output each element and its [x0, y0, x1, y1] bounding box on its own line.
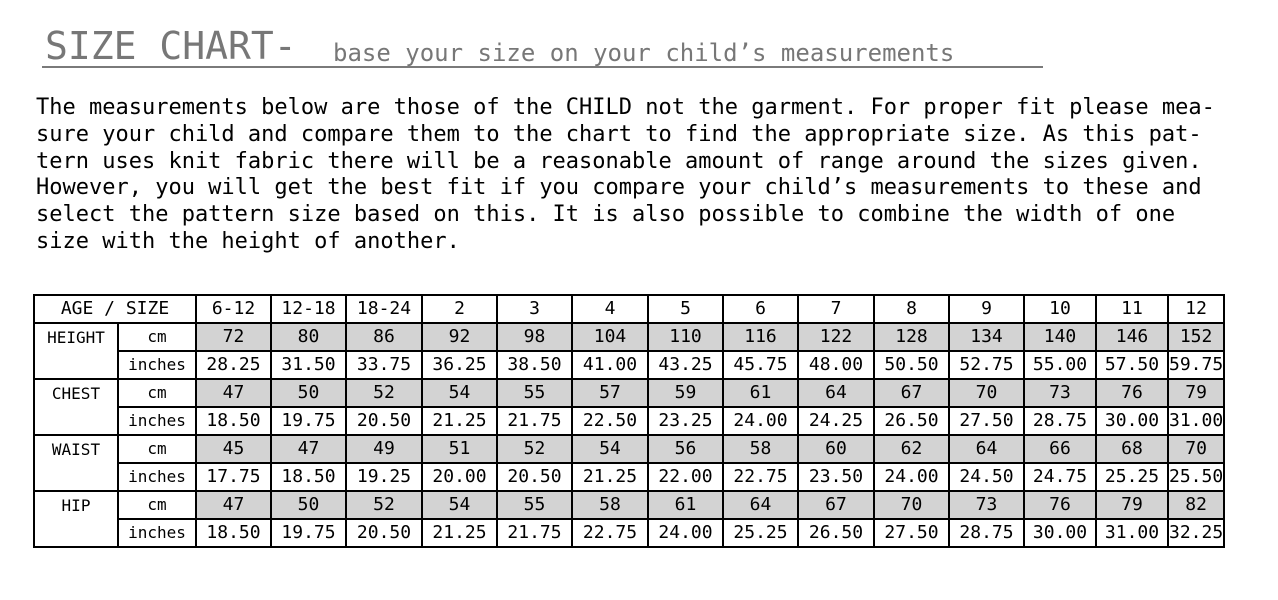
cell-inches-value: 48.00	[798, 351, 874, 379]
cell-cm-value: 72	[196, 323, 271, 351]
cell-inches-value: 22.75	[572, 519, 648, 547]
cell-inches-value: 18.50	[196, 519, 271, 547]
cell-inches-value: 31.50	[271, 351, 346, 379]
cell-inches-value: 30.00	[1096, 407, 1168, 435]
cell-inches-value: 32.25	[1168, 519, 1224, 547]
cell-inches-value: 18.50	[196, 407, 271, 435]
cell-inches-value: 26.50	[874, 407, 949, 435]
size-header: 6	[723, 295, 798, 323]
cell-cm-value: 98	[497, 323, 572, 351]
cell-inches-value: 25.50	[1168, 463, 1224, 491]
size-header: 7	[798, 295, 874, 323]
cell-cm-value: 58	[572, 491, 648, 519]
cell-inches-value: 27.50	[874, 519, 949, 547]
unit-label-cm: cm	[118, 323, 196, 351]
title-block	[42, 26, 1043, 68]
page-subtitle: base your size on your child’s measurements	[333, 39, 955, 67]
unit-label-inches: inches	[118, 519, 196, 547]
cell-cm-value: 52	[497, 435, 572, 463]
cell-cm-value: 67	[874, 379, 949, 407]
table-row-inches	[34, 407, 1224, 435]
size-header: 12-18	[271, 295, 346, 323]
size-header: 4	[572, 295, 648, 323]
cell-inches-value: 30.00	[1024, 519, 1096, 547]
cell-cm-value: 50	[271, 379, 346, 407]
cell-inches-value: 55.00	[1024, 351, 1096, 379]
cell-inches-value: 18.50	[271, 463, 346, 491]
cell-cm-value: 70	[1168, 435, 1224, 463]
cell-inches-value: 25.25	[723, 519, 798, 547]
size-header: 8	[874, 295, 949, 323]
table-row-cm	[34, 491, 1224, 519]
corner-header: AGE / SIZE	[34, 295, 196, 323]
cell-cm-value: 64	[723, 491, 798, 519]
cell-inches-value: 20.00	[422, 463, 497, 491]
measurement-label: HIP	[34, 491, 118, 547]
size-chart-table	[33, 294, 1225, 548]
cell-inches-value: 24.00	[874, 463, 949, 491]
cell-cm-value: 70	[949, 379, 1024, 407]
cell-cm-value: 128	[874, 323, 949, 351]
table-row-inches	[34, 463, 1224, 491]
cell-inches-value: 28.75	[949, 519, 1024, 547]
cell-cm-value: 54	[422, 491, 497, 519]
cell-inches-value: 21.25	[572, 463, 648, 491]
cell-cm-value: 152	[1168, 323, 1224, 351]
cell-cm-value: 116	[723, 323, 798, 351]
intro-line: tern uses knit fabric there will be a reasonable amount of range around the sizes given.	[36, 148, 1202, 174]
cell-cm-value: 47	[196, 379, 271, 407]
cell-inches-value: 23.25	[648, 407, 723, 435]
cell-cm-value: 76	[1024, 491, 1096, 519]
cell-cm-value: 66	[1024, 435, 1096, 463]
cell-inches-value: 24.50	[949, 463, 1024, 491]
cell-cm-value: 140	[1024, 323, 1096, 351]
size-header: 3	[497, 295, 572, 323]
cell-cm-value: 58	[723, 435, 798, 463]
unit-label-cm: cm	[118, 379, 196, 407]
cell-inches-value: 20.50	[346, 519, 422, 547]
cell-inches-value: 45.75	[723, 351, 798, 379]
cell-cm-value: 104	[572, 323, 648, 351]
cell-cm-value: 73	[1024, 379, 1096, 407]
cell-inches-value: 24.75	[1024, 463, 1096, 491]
cell-inches-value: 24.00	[648, 519, 723, 547]
cell-inches-value: 26.50	[798, 519, 874, 547]
cell-cm-value: 52	[346, 379, 422, 407]
cell-inches-value: 57.50	[1096, 351, 1168, 379]
table-row-inches	[34, 519, 1224, 547]
cell-inches-value: 31.00	[1168, 407, 1224, 435]
cell-cm-value: 82	[1168, 491, 1224, 519]
cell-inches-value: 36.25	[422, 351, 497, 379]
cell-inches-value: 31.00	[1096, 519, 1168, 547]
cell-cm-value: 64	[798, 379, 874, 407]
cell-cm-value: 79	[1168, 379, 1224, 407]
size-header: 2	[422, 295, 497, 323]
page-title: SIZE CHART-	[45, 24, 297, 68]
cell-inches-value: 28.75	[1024, 407, 1096, 435]
cell-cm-value: 86	[346, 323, 422, 351]
cell-cm-value: 92	[422, 323, 497, 351]
cell-inches-value: 21.25	[422, 519, 497, 547]
intro-line: sure your child and compare them to the chart to find the appropriate size. As this pat-	[36, 121, 1202, 147]
cell-cm-value: 73	[949, 491, 1024, 519]
cell-inches-value: 24.00	[723, 407, 798, 435]
cell-inches-value: 50.50	[874, 351, 949, 379]
cell-cm-value: 50	[271, 491, 346, 519]
cell-inches-value: 52.75	[949, 351, 1024, 379]
unit-label-cm: cm	[118, 491, 196, 519]
intro-line: However, you will get the best fit if you compare your child’s measurements to these and	[36, 175, 1202, 201]
cell-cm-value: 110	[648, 323, 723, 351]
intro-line: size with the height of another.	[36, 228, 460, 254]
size-header: 12	[1168, 295, 1224, 323]
cell-cm-value: 59	[648, 379, 723, 407]
size-header: 5	[648, 295, 723, 323]
cell-cm-value: 68	[1096, 435, 1168, 463]
cell-inches-value: 20.50	[346, 407, 422, 435]
cell-cm-value: 62	[874, 435, 949, 463]
cell-cm-value: 70	[874, 491, 949, 519]
cell-cm-value: 52	[346, 491, 422, 519]
cell-inches-value: 27.50	[949, 407, 1024, 435]
cell-inches-value: 24.25	[798, 407, 874, 435]
cell-inches-value: 41.00	[572, 351, 648, 379]
table-row-cm	[34, 379, 1224, 407]
cell-inches-value: 28.25	[196, 351, 271, 379]
measurement-label: WAIST	[34, 435, 118, 491]
cell-cm-value: 61	[648, 491, 723, 519]
cell-inches-value: 23.50	[798, 463, 874, 491]
cell-cm-value: 57	[572, 379, 648, 407]
cell-inches-value: 25.25	[1096, 463, 1168, 491]
cell-cm-value: 51	[422, 435, 497, 463]
intro-line: The measurements below are those of the CHILD not the garment. For proper fit please mea-	[36, 95, 1215, 120]
size-header: 6-12	[196, 295, 271, 323]
cell-cm-value: 76	[1096, 379, 1168, 407]
cell-cm-value: 79	[1096, 491, 1168, 519]
cell-inches-value: 21.75	[497, 407, 572, 435]
cell-inches-value: 22.75	[723, 463, 798, 491]
cell-inches-value: 59.75	[1168, 351, 1224, 379]
cell-inches-value: 22.50	[572, 407, 648, 435]
unit-label-inches: inches	[118, 407, 196, 435]
size-header: 11	[1096, 295, 1168, 323]
size-header: 18-24	[346, 295, 422, 323]
cell-cm-value: 54	[422, 379, 497, 407]
cell-inches-value: 17.75	[196, 463, 271, 491]
cell-inches-value: 19.75	[271, 519, 346, 547]
cell-inches-value: 22.00	[648, 463, 723, 491]
table-row-inches	[34, 351, 1224, 379]
cell-cm-value: 54	[572, 435, 648, 463]
cell-inches-value: 21.25	[422, 407, 497, 435]
cell-cm-value: 64	[949, 435, 1024, 463]
measurement-label: HEIGHT	[34, 323, 118, 379]
cell-inches-value: 20.50	[497, 463, 572, 491]
cell-cm-value: 80	[271, 323, 346, 351]
cell-cm-value: 61	[723, 379, 798, 407]
cell-cm-value: 55	[497, 491, 572, 519]
cell-cm-value: 45	[196, 435, 271, 463]
cell-cm-value: 56	[648, 435, 723, 463]
cell-inches-value: 43.25	[648, 351, 723, 379]
table-row-cm	[34, 435, 1224, 463]
size-header: 9	[949, 295, 1024, 323]
intro-paragraph	[36, 95, 1236, 256]
cell-cm-value: 49	[346, 435, 422, 463]
cell-cm-value: 122	[798, 323, 874, 351]
cell-inches-value: 38.50	[497, 351, 572, 379]
cell-cm-value: 60	[798, 435, 874, 463]
cell-cm-value: 55	[497, 379, 572, 407]
cell-inches-value: 33.75	[346, 351, 422, 379]
cell-cm-value: 47	[196, 491, 271, 519]
cell-inches-value: 19.25	[346, 463, 422, 491]
cell-cm-value: 134	[949, 323, 1024, 351]
cell-inches-value: 19.75	[271, 407, 346, 435]
cell-cm-value: 67	[798, 491, 874, 519]
cell-cm-value: 47	[271, 435, 346, 463]
header-row	[34, 295, 1224, 323]
measurement-label: CHEST	[34, 379, 118, 435]
table-row-cm	[34, 323, 1224, 351]
size-header: 10	[1024, 295, 1096, 323]
unit-label-cm: cm	[118, 435, 196, 463]
unit-label-inches: inches	[118, 351, 196, 379]
cell-cm-value: 146	[1096, 323, 1168, 351]
unit-label-inches: inches	[118, 463, 196, 491]
intro-line: select the pattern size based on this. It is also possible to combine the width of one	[36, 202, 1176, 228]
cell-inches-value: 21.75	[497, 519, 572, 547]
